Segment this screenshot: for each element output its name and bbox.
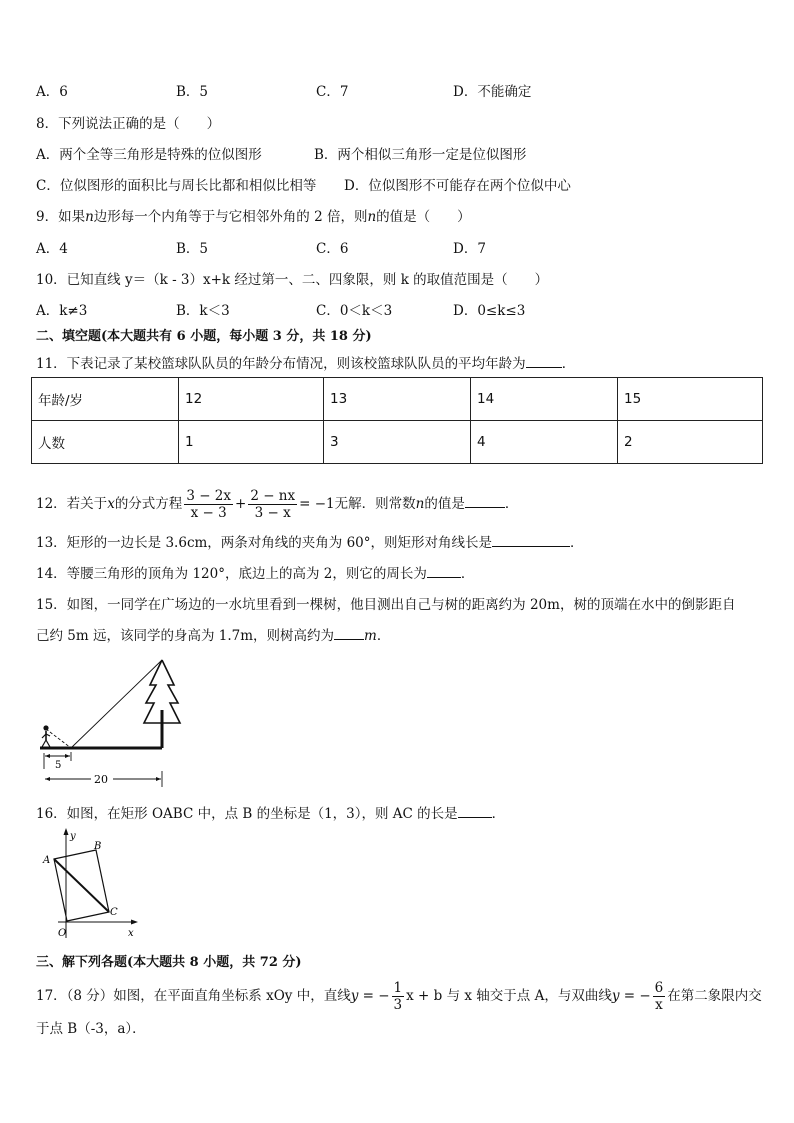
- q15-unit: m: [364, 628, 377, 644]
- fraction-numerator: 2 − nx: [250, 488, 296, 504]
- fraction-denominator: x − 3: [190, 505, 227, 521]
- q9-option-a: A．4: [36, 241, 68, 257]
- table-cell: 1: [179, 421, 324, 464]
- table-cell: 12: [179, 378, 324, 421]
- q12-stem-pre: 12．若关于: [36, 496, 108, 512]
- q17-y-prefix-2: y = −: [611, 988, 651, 1004]
- q12-fraction-2: [248, 488, 297, 521]
- plus-sign: +: [235, 496, 247, 512]
- table-cell: 15: [618, 378, 763, 421]
- label-x: x: [128, 928, 134, 939]
- q8-stem: 8．下列说法正确的是（ ）: [36, 116, 221, 132]
- q15-stem-line1: 15．如图，一同学在广场边的一水坑里看到一棵树，他目测出自己与树的距离约为 20m，树的顶端在水中的倒影距自: [36, 597, 736, 613]
- q16-stem-text: 16．如图，在矩形 OABC 中，点 B 的坐标是（1，3），则 AC 的长是: [36, 806, 458, 822]
- answer-blank: [492, 533, 570, 547]
- fraction-denominator: x: [655, 997, 663, 1013]
- arrow-head: [45, 754, 50, 758]
- label-b: B: [94, 841, 102, 852]
- q7-option-b: B．5: [176, 84, 209, 100]
- label-c: C: [110, 907, 118, 918]
- q17-stem-line2: 于点 B（-3，a）．: [36, 1021, 146, 1037]
- table-cell: 13: [324, 378, 471, 421]
- fraction-denominator: 3 − x: [254, 505, 291, 521]
- q9-variable-n: n: [85, 209, 94, 225]
- q9-stem-pre: 9．如果: [36, 209, 86, 225]
- q12-stem-end: ．: [504, 496, 519, 512]
- q12-stem-eq: = −1无解．则常数: [299, 496, 416, 512]
- q10-option-d: D．0≤k≤3: [453, 303, 526, 319]
- q17-fraction-1: [392, 980, 405, 1013]
- q17-stem-mid: x + b 与 x 轴交于点 A，与双曲线: [406, 988, 612, 1004]
- q12-variable-x: x: [107, 496, 115, 512]
- q9-option-d: D．7: [453, 241, 486, 257]
- fraction-numerator: 6: [654, 980, 664, 996]
- q11-stem-text: 11．下表记录了某校篮球队队员的年龄分布情况，则该校篮球队队员的平均年龄为: [36, 356, 526, 372]
- diagonal-ac: [54, 859, 109, 912]
- q15-stem-text: 己约 5m 远，该同学的身高为 1.7m，则树高约为: [36, 628, 335, 644]
- answer-blank: [334, 626, 364, 640]
- label-a: A: [43, 855, 51, 866]
- q15-stem-line2: [36, 626, 390, 645]
- q8-option-d: D．位似图形不可能存在两个位似中心: [344, 178, 571, 194]
- q12-fraction-1: [184, 488, 233, 521]
- table-cell: 3: [324, 421, 471, 464]
- table-cell: 14: [471, 378, 618, 421]
- q14-stem-text: 14．等腰三角形的顶角为 120°，底边上的高为 2，则它的周长为: [36, 566, 427, 582]
- q9-variable-n2: n: [367, 209, 377, 225]
- q12-variable-n: n: [415, 496, 425, 512]
- q17-stem-pre: 17．（8 分）如图，在平面直角坐标系 xOy 中，直线: [36, 988, 351, 1004]
- q9-stem: [36, 208, 471, 226]
- q17-fraction-2: [653, 980, 666, 1013]
- sight-line: [46, 729, 71, 748]
- table-row: [32, 421, 763, 464]
- answer-blank: [465, 494, 505, 508]
- arrow-head: [64, 828, 69, 835]
- table-cell: 年龄/岁: [32, 378, 179, 421]
- q10-option-a: A．k≠3: [36, 303, 88, 319]
- q9-stem-post: 的值是（ ）: [376, 209, 471, 225]
- label-y: y: [70, 831, 76, 842]
- label-20: 20: [94, 773, 108, 786]
- q10-option-c: C．0＜k＜3: [316, 303, 393, 319]
- q10-stem: 10．已知直线 y＝（k - 3）x+k 经过第一、二、四象限，则 k 的取值范围是（ ）: [36, 272, 549, 288]
- table-row: [32, 378, 763, 421]
- q11-stem: [36, 354, 575, 373]
- q9-option-b: B．5: [176, 241, 209, 257]
- q8-option-a: A．两个全等三角形是特殊的位似图形: [36, 147, 262, 163]
- arrow-head: [45, 777, 50, 781]
- q13-stem-end: ．: [570, 535, 584, 551]
- q14-stem: [36, 564, 474, 583]
- section-2-heading: 二、填空题(本大题共有 6 小题，每小题 3 分，共 18 分): [36, 329, 372, 344]
- table-cell: 2: [618, 421, 763, 464]
- answer-blank: [526, 354, 562, 368]
- q9-stem-mid: 边形每一个内角等于与它相邻外角的 2 倍，则: [93, 209, 368, 225]
- age-distribution-table: [31, 377, 763, 464]
- q12-stem: [36, 486, 518, 522]
- q13-stem-text: 13．矩形的一边长是 3.6cm，两条对角线的夹角为 60°，则矩形对角线长是: [36, 535, 493, 551]
- q13-stem: [36, 533, 584, 552]
- reflection-line: [71, 660, 162, 748]
- q7-option-a: A．6: [36, 84, 68, 100]
- q15-tree-figure: [36, 655, 186, 790]
- q9-option-c: C．6: [316, 241, 349, 257]
- arrow-head: [156, 777, 161, 781]
- fraction-numerator: 3 − 2x: [186, 488, 231, 504]
- table-cell: 4: [471, 421, 618, 464]
- q17-stem-post: 在第二象限内交: [667, 988, 762, 1004]
- q16-rectangle-figure: [38, 826, 148, 944]
- q16-stem-end: ．: [491, 806, 506, 822]
- arrow-head: [131, 920, 138, 925]
- q8-option-b: B．两个相似三角形一定是位似图形: [314, 147, 527, 163]
- q10-option-b: B．k＜3: [176, 303, 230, 319]
- q8-option-c: C．位似图形的面积比与周长比都和相似比相等: [36, 178, 317, 194]
- arrow-head: [65, 754, 70, 758]
- q7-option-d: D．不能确定: [453, 84, 532, 100]
- person-icon: [42, 725, 50, 747]
- answer-blank: [427, 564, 461, 578]
- fraction-denominator: 3: [393, 997, 403, 1013]
- q7-option-c: C．7: [316, 84, 349, 100]
- q17-stem-line1: [36, 976, 762, 1016]
- q12-stem-mid: 的分式方程: [114, 496, 183, 512]
- q17-y-prefix: y = −: [350, 988, 390, 1004]
- label-5: 5: [55, 760, 62, 771]
- answer-blank: [458, 804, 492, 818]
- table-cell: 人数: [32, 421, 179, 464]
- q15-stem-end: ．: [376, 628, 391, 644]
- fraction-numerator: 1: [393, 980, 403, 996]
- section-3-heading: 三、解下列各题(本大题共 8 小题，共 72 分): [36, 955, 302, 970]
- q16-stem: [36, 804, 505, 823]
- q11-stem-end: ．: [561, 356, 576, 372]
- q12-stem-post: 的值是: [424, 496, 465, 512]
- label-o: O: [58, 928, 67, 939]
- q14-stem-end: ．: [460, 566, 475, 582]
